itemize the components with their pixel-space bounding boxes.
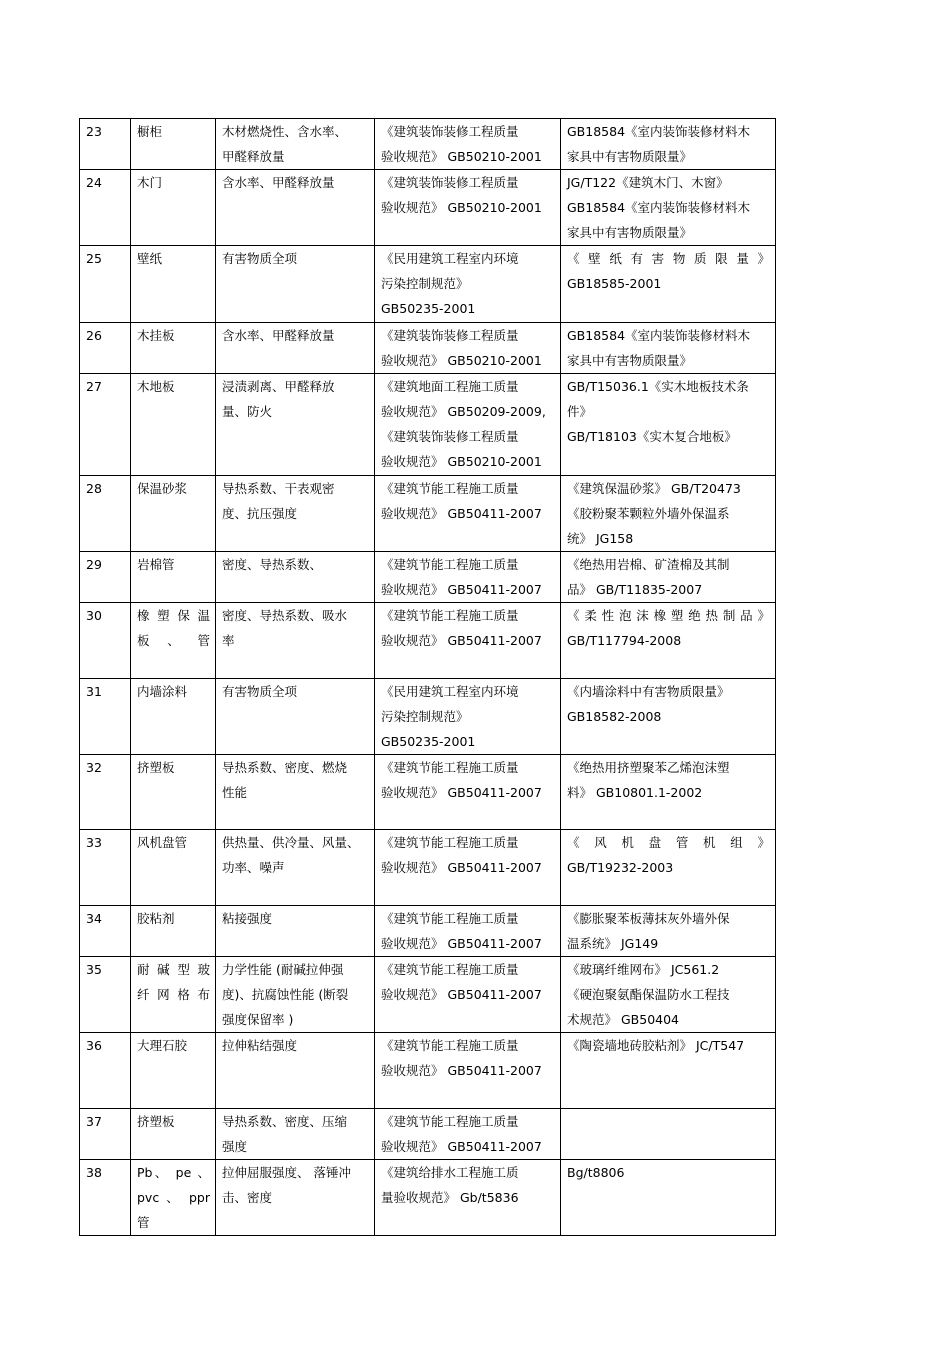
material-name: 风机盘管: [131, 830, 216, 906]
acceptance-standard: 《建筑装饰装修工程质量 验收规范》 GB50210-2001: [375, 323, 561, 374]
test-items: 密度、导热系数、: [216, 552, 375, 603]
product-standard: 《柔性泡沫橡塑绝热制品》 GB/T117794-2008: [561, 603, 776, 679]
table-row: [80, 1033, 776, 1109]
table-row: [80, 170, 776, 246]
acceptance-standard: 《建筑节能工程施工质量 验收规范》 GB50411-2007: [375, 476, 561, 552]
test-items: 含水率、甲醛释放量: [216, 170, 375, 246]
test-items: 粘接强度: [216, 906, 375, 957]
acceptance-standard: 《建筑节能工程施工质量 验收规范》 GB50411-2007: [375, 1109, 561, 1160]
row-number: 35: [80, 957, 131, 1033]
acceptance-standard: 《民用建筑工程室内环境 污染控制规范》 GB50235-2001: [375, 246, 561, 323]
product-standard: 《建筑保温砂浆》 GB/T20473 《胶粉聚苯颗粒外墙外保温系 统》 JG158: [561, 476, 776, 552]
product-standard: 《玻璃纤维网布》 JC561.2 《硬泡聚氨酯保温防水工程技 术规范》 GB50404: [561, 957, 776, 1033]
acceptance-standard: 《建筑节能工程施工质量 验收规范》 GB50411-2007: [375, 552, 561, 603]
test-items: 导热系数、干表观密 度、抗压强度: [216, 476, 375, 552]
row-number: 37: [80, 1109, 131, 1160]
product-standard: 《膨胀聚苯板薄抹灰外墙外保 温系统》 JG149: [561, 906, 776, 957]
material-name: 耐碱型玻 纤网格布: [131, 957, 216, 1033]
product-standard: 《绝热用挤塑聚苯乙烯泡沫塑 料》 GB10801.1-2002: [561, 755, 776, 830]
row-number: 23: [80, 119, 131, 170]
test-items: 木材燃烧性、含水率、 甲醛释放量: [216, 119, 375, 170]
row-number: 36: [80, 1033, 131, 1109]
material-name: 内墙涂料: [131, 679, 216, 755]
spec-table: [79, 118, 776, 1236]
material-name: 木门: [131, 170, 216, 246]
row-number: 27: [80, 374, 131, 476]
product-standard: 《陶瓷墙地砖胶粘剂》 JC/T547: [561, 1033, 776, 1109]
table-row: [80, 119, 776, 170]
test-items: 供热量、供冷量、风量、 功率、噪声: [216, 830, 375, 906]
table-row: [80, 476, 776, 552]
table-row: [80, 957, 776, 1033]
table-row: [80, 755, 776, 830]
test-items: 浸渍剥离、甲醛释放 量、防火: [216, 374, 375, 476]
test-items: 密度、导热系数、吸水 率: [216, 603, 375, 679]
material-name: 橡塑保温 板、管: [131, 603, 216, 679]
table-row: [80, 1109, 776, 1160]
row-number: 30: [80, 603, 131, 679]
product-standard: 《内墙涂料中有害物质限量》 GB18582-2008: [561, 679, 776, 755]
row-number: 25: [80, 246, 131, 323]
table-row: [80, 906, 776, 957]
product-standard: 《风机盘管机组》 GB/T19232-2003: [561, 830, 776, 906]
product-standard: Bg/t8806: [561, 1160, 776, 1236]
material-name: 保温砂浆: [131, 476, 216, 552]
product-standard: GB/T15036.1《实木地板技术条 件》 GB/T18103《实木复合地板》: [561, 374, 776, 476]
table-row: [80, 603, 776, 679]
test-items: 力学性能 (耐碱拉伸强 度)、抗腐蚀性能 (断裂 强度保留率 ): [216, 957, 375, 1033]
test-items: 拉伸屈服强度、 落锤冲 击、密度: [216, 1160, 375, 1236]
acceptance-standard: 《建筑节能工程施工质量 验收规范》 GB50411-2007: [375, 755, 561, 830]
material-name: 岩棉管: [131, 552, 216, 603]
product-standard: GB18584《室内装饰装修材料木 家具中有害物质限量》: [561, 119, 776, 170]
acceptance-standard: 《建筑节能工程施工质量 验收规范》 GB50411-2007: [375, 603, 561, 679]
table-row: [80, 323, 776, 374]
acceptance-standard: 《建筑节能工程施工质量 验收规范》 GB50411-2007: [375, 830, 561, 906]
row-number: 29: [80, 552, 131, 603]
acceptance-standard: 《建筑给排水工程施工质 量验收规范》 Gb/t5836: [375, 1160, 561, 1236]
product-standard: 《绝热用岩棉、矿渣棉及其制 品》 GB/T11835-2007: [561, 552, 776, 603]
acceptance-standard: 《民用建筑工程室内环境 污染控制规范》 GB50235-2001: [375, 679, 561, 755]
material-name: 木地板: [131, 374, 216, 476]
test-items: 拉伸粘结强度: [216, 1033, 375, 1109]
material-name: 挤塑板: [131, 1109, 216, 1160]
row-number: 34: [80, 906, 131, 957]
test-items: 导热系数、密度、压缩 强度: [216, 1109, 375, 1160]
product-standard: JG/T122《建筑木门、木窗》 GB18584《室内装饰装修材料木 家具中有害物质限量》: [561, 170, 776, 246]
row-number: 26: [80, 323, 131, 374]
test-items: 含水率、甲醛释放量: [216, 323, 375, 374]
test-items: 有害物质全项: [216, 679, 375, 755]
material-name: Pb、 pe 、 pvc 、 ppr 管: [131, 1160, 216, 1236]
product-standard: GB18584《室内装饰装修材料木 家具中有害物质限量》: [561, 323, 776, 374]
row-number: 32: [80, 755, 131, 830]
acceptance-standard: 《建筑装饰装修工程质量 验收规范》 GB50210-2001: [375, 170, 561, 246]
material-name: 挤塑板: [131, 755, 216, 830]
row-number: 24: [80, 170, 131, 246]
table-row: [80, 374, 776, 476]
material-name: 壁纸: [131, 246, 216, 323]
product-standard: [561, 1109, 776, 1160]
material-name: 木挂板: [131, 323, 216, 374]
test-items: 导热系数、密度、燃烧 性能: [216, 755, 375, 830]
row-number: 33: [80, 830, 131, 906]
acceptance-standard: 《建筑节能工程施工质量 验收规范》 GB50411-2007: [375, 906, 561, 957]
row-number: 38: [80, 1160, 131, 1236]
table-row: [80, 1160, 776, 1236]
acceptance-standard: 《建筑地面工程施工质量 验收规范》 GB50209-2009, 《建筑装饰装修工程质量 验收规范》 GB50210-2001: [375, 374, 561, 476]
table-row: [80, 246, 776, 323]
material-name: 橱柜: [131, 119, 216, 170]
acceptance-standard: 《建筑节能工程施工质量 验收规范》 GB50411-2007: [375, 1033, 561, 1109]
table-row: [80, 679, 776, 755]
table-row: [80, 830, 776, 906]
row-number: 31: [80, 679, 131, 755]
material-name: 大理石胶: [131, 1033, 216, 1109]
material-name: 胶粘剂: [131, 906, 216, 957]
table-row: [80, 552, 776, 603]
acceptance-standard: 《建筑装饰装修工程质量 验收规范》 GB50210-2001: [375, 119, 561, 170]
spec-table-body: [80, 119, 776, 1236]
test-items: 有害物质全项: [216, 246, 375, 323]
row-number: 28: [80, 476, 131, 552]
product-standard: 《壁纸有害物质限量》 GB18585-2001: [561, 246, 776, 323]
acceptance-standard: 《建筑节能工程施工质量 验收规范》 GB50411-2007: [375, 957, 561, 1033]
